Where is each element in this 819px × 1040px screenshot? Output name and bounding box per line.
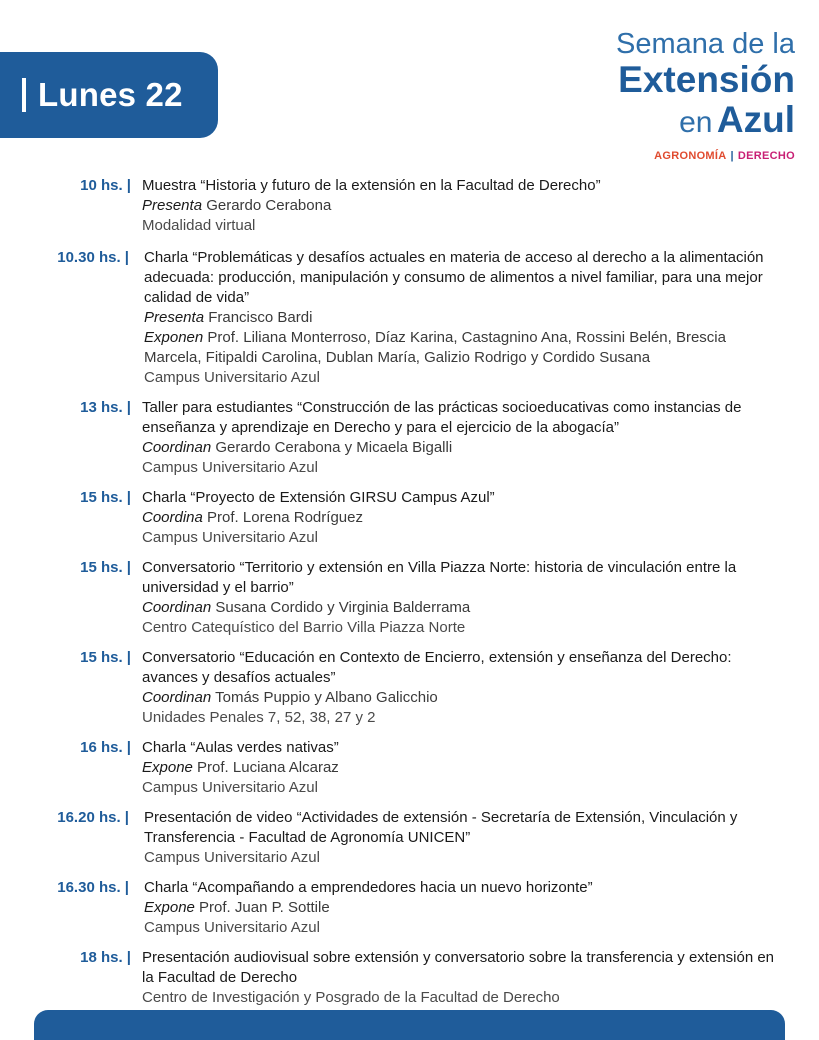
event-time: 13 hs. | (80, 399, 131, 416)
divider-bar (22, 78, 26, 112)
schedule-item (0, 398, 819, 478)
event-logo (545, 28, 795, 162)
schedule-list (0, 176, 819, 1008)
event-content (142, 738, 782, 798)
event-people: Susana Cordido y Virginia Balderrama (211, 599, 471, 616)
event-title: Charla “Proyecto de Extensión GIRSU Campus Azul” (142, 489, 495, 506)
event-content (144, 248, 784, 388)
event-presenter (142, 598, 782, 618)
event-title: Presentación de video “Actividades de extensión - Secretaría de Extensión, Vinculación y Transferencia - Facultad de Agronomía UNICEN” (144, 809, 738, 846)
event-content (142, 948, 782, 1008)
event-content (142, 648, 782, 728)
schedule-item (0, 176, 819, 236)
event-presenter (142, 688, 782, 708)
event-content (142, 558, 782, 638)
event-presenter (144, 898, 784, 918)
event-people: Prof. Luciana Alcaraz (192, 759, 339, 776)
schedule-item (0, 248, 819, 388)
event-place: Campus Universitario Azul (142, 779, 318, 796)
event-title: Presentación audiovisual sobre extensión y conversatorio sobre la transferencia y extensión en la Facultad de Derecho (142, 949, 775, 986)
logo-line2: Extensión (618, 59, 795, 100)
schedule-item (0, 948, 819, 1008)
event-title: Taller para estudiantes “Construcción de las prácticas socioeducativas como instancias de enseñanza y aprendizaje en Derecho y para el ejercicio de la abogacía” (142, 399, 742, 436)
day-label: Lunes 22 (38, 76, 183, 113)
event-place: Campus Universitario Azul (142, 459, 318, 476)
event-people: Francisco Bardi (204, 309, 313, 326)
event-role: Expone (144, 899, 195, 916)
event-place: Campus Universitario Azul (144, 369, 320, 386)
schedule-item (0, 558, 819, 638)
event-place: Campus Universitario Azul (142, 529, 318, 546)
event-people: Prof. Juan P. Sottile (194, 899, 330, 916)
event-place: Centro Catequístico del Barrio Villa Piazza Norte (142, 619, 466, 636)
event-place: Centro de Investigación y Posgrado de la Facultad de Derecho (142, 989, 560, 1006)
event-role: Coordina (142, 509, 203, 526)
event-time: 16 hs. | (80, 739, 131, 756)
event-people: Gerardo Cerabona y Micaela Bigalli (211, 439, 453, 456)
logo-line3 (545, 100, 795, 148)
event-content (142, 176, 782, 236)
event-time: 15 hs. | (80, 489, 131, 506)
logo-agronomia: AGRONOMÍA (654, 150, 727, 162)
event-presenter (144, 308, 784, 328)
event-presenter (142, 758, 782, 778)
day-tab (0, 52, 218, 138)
event-role: Coordinan (142, 599, 212, 616)
event-presenter (142, 438, 782, 458)
logo-faculties (545, 150, 795, 162)
logo-azul: Azul (716, 99, 795, 140)
event-presenter (142, 196, 782, 216)
footer-bar (34, 1010, 785, 1040)
event-content (144, 878, 784, 938)
event-time: 18 hs. | (80, 949, 131, 966)
event-presenter (142, 508, 782, 528)
event-title: Muestra “Historia y futuro de la extensión en la Facultad de Derecho” (142, 177, 601, 194)
event-time: 15 hs. | (80, 559, 131, 576)
event-place: Unidades Penales 7, 52, 38, 27 y 2 (142, 709, 376, 726)
event-time: 16.20 hs. | (57, 809, 129, 826)
event-role: Expone (142, 759, 193, 776)
event-place: Modalidad virtual (142, 217, 256, 234)
event-people: Prof. Liliana Monterroso, Díaz Karina, Castagnino Ana, Rossini Belén, Brescia Marcela, Fitipaldi Carolina, Dublan María, Galizio Rodrigo y Cordido Susana (144, 329, 726, 366)
event-role: Presenta (142, 197, 203, 214)
schedule-item (0, 648, 819, 728)
event-title: Charla “Aulas verdes nativas” (142, 739, 339, 756)
event-content (144, 808, 784, 868)
event-title: Conversatorio “Educación en Contexto de Encierro, extensión y enseñanza del Derecho: avances y desafíos actuales” (142, 649, 732, 686)
event-speakers (144, 328, 784, 368)
event-title: Conversatorio “Territorio y extensión en Villa Piazza Norte: historia de vinculación entre la universidad y el barrio” (142, 559, 737, 596)
event-role: Exponen (144, 329, 204, 346)
event-content (142, 488, 782, 548)
event-title: Charla “Acompañando a emprendedores hacia un nuevo horizonte” (144, 879, 593, 896)
schedule-item (0, 878, 819, 938)
event-role: Presenta (144, 309, 205, 326)
logo-en: en (679, 106, 713, 139)
event-title: Charla “Problemáticas y desafíos actuales en materia de acceso al derecho a la alimentación adecuada: producción, manipulación y consumo de alimentos a nivel familiar, para una mejor calidad de vida” (144, 249, 764, 306)
event-role: Coordinan (142, 439, 212, 456)
schedule-item (0, 808, 819, 868)
logo-separator: | (730, 150, 734, 162)
event-time: 10 hs. | (80, 177, 131, 194)
event-place: Campus Universitario Azul (144, 919, 320, 936)
event-role: Coordinan (142, 689, 212, 706)
schedule-item (0, 488, 819, 548)
event-people: Gerardo Cerabona (202, 197, 332, 214)
schedule-item (0, 738, 819, 798)
event-time: 15 hs. | (80, 649, 131, 666)
event-content (142, 398, 782, 478)
event-time: 16.30 hs. | (57, 879, 129, 896)
logo-derecho: DERECHO (737, 150, 795, 162)
event-place: Campus Universitario Azul (144, 849, 320, 866)
event-time: 10.30 hs. | (57, 249, 129, 266)
logo-line1: Semana de la (616, 28, 795, 60)
event-people: Prof. Lorena Rodríguez (202, 509, 363, 526)
event-people: Tomás Puppio y Albano Galicchio (211, 689, 438, 706)
